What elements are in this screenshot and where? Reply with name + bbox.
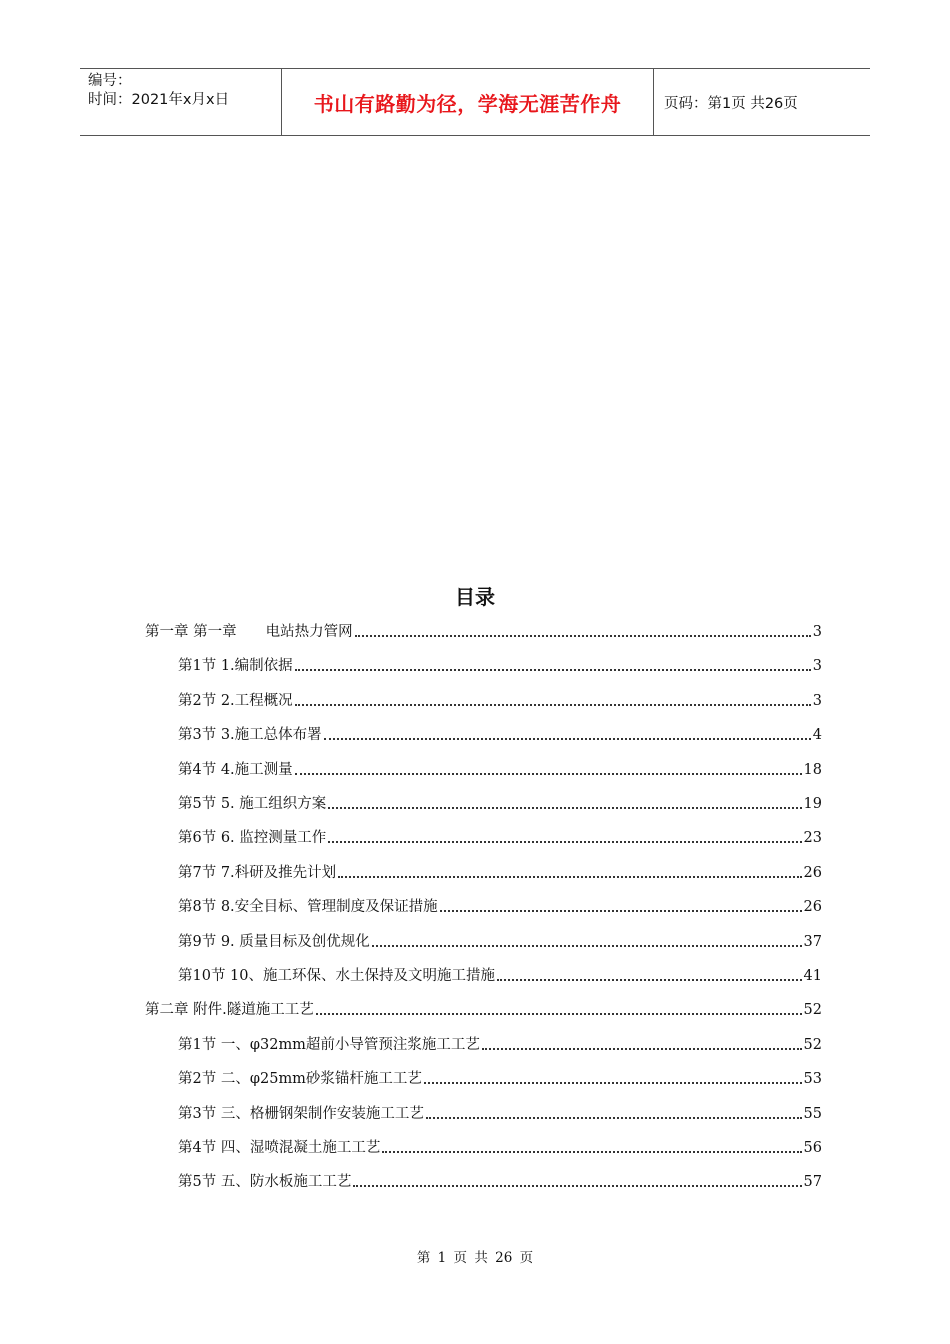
toc-dot-leader xyxy=(482,1048,802,1050)
toc-entry-label: 第7节 7.科研及推先计划 xyxy=(178,864,337,881)
header-meta-cell xyxy=(80,69,282,135)
toc-dot-leader xyxy=(338,876,801,878)
toc-entry-page: 53 xyxy=(803,1071,822,1088)
toc-section-entry[interactable] xyxy=(178,1067,822,1089)
toc-entry-label: 第5节 5. 施工组织方案 xyxy=(178,796,327,812)
toc-section-entry[interactable] xyxy=(178,758,822,780)
toc-chapter-entry[interactable] xyxy=(145,620,822,642)
toc-entry-page: 3 xyxy=(812,624,822,640)
time-label: 时间：2021年x月x日 xyxy=(88,92,230,108)
number-label: 编号： xyxy=(88,73,132,89)
toc-section-entry[interactable] xyxy=(178,1170,822,1192)
toc-entry-page: 19 xyxy=(803,796,822,812)
toc-entry-label: 第4节 四、湿喷混凝土施工工艺 xyxy=(178,1140,381,1156)
toc-section-entry[interactable] xyxy=(178,654,822,676)
toc-entry-page: 57 xyxy=(803,1174,822,1191)
toc-entry-label: 第3节 3.施工总体布署 xyxy=(178,727,322,744)
toc-dot-leader xyxy=(424,1082,802,1084)
toc-entry-page: 4 xyxy=(812,727,822,744)
toc-entry-page: 26 xyxy=(803,899,822,916)
toc-section-entry[interactable] xyxy=(178,964,822,986)
toc-entry-page: 56 xyxy=(803,1140,822,1156)
toc-dot-leader xyxy=(328,841,801,843)
toc-entry-label: 第6节 6. 监控测量工作 xyxy=(178,830,327,847)
toc-entry-label: 第一章 第一章 电站热力管网 xyxy=(145,624,353,640)
toc-section-entry[interactable] xyxy=(178,861,822,883)
toc-entry-label: 第4节 4.施工测量 xyxy=(178,761,293,778)
toc-dot-leader xyxy=(295,669,811,671)
toc-entry-label: 第8节 8.安全目标、管理制度及保证措施 xyxy=(178,899,438,916)
toc-dot-leader xyxy=(328,807,801,809)
toc-entry-label: 第2节 二、φ25mm砂浆锚杆施工工艺 xyxy=(178,1071,422,1088)
toc-dot-leader xyxy=(353,1185,801,1187)
page-footer: 第 1 页 共 26 页 xyxy=(416,1250,534,1266)
toc-section-entry[interactable] xyxy=(178,895,822,917)
toc-entry-label: 第2节 2.工程概况 xyxy=(178,692,293,709)
toc-dot-leader xyxy=(426,1117,802,1119)
toc-title: 目录 xyxy=(455,585,495,609)
toc-chapter-entry[interactable] xyxy=(145,998,822,1020)
toc-dot-leader xyxy=(324,738,811,740)
toc-entry-label: 第10节 10、施工环保、水土保持及文明施工措施 xyxy=(178,968,496,984)
toc-entry-page: 37 xyxy=(803,933,822,950)
toc-entry-page: 52 xyxy=(803,1036,822,1053)
toc-section-entry[interactable] xyxy=(178,1136,822,1158)
toc-dot-leader xyxy=(295,704,811,706)
toc-section-entry[interactable] xyxy=(178,826,822,848)
toc-entry-page: 18 xyxy=(803,761,822,778)
toc-entry-label: 第1节 1.编制依据 xyxy=(178,658,293,675)
toc-dot-leader xyxy=(440,910,802,912)
toc-entry-label: 第3节 三、格栅钢架制作安装施工工艺 xyxy=(178,1105,424,1122)
toc-section-entry[interactable] xyxy=(178,930,822,952)
toc-section-entry[interactable] xyxy=(178,1033,822,1055)
toc-section-entry[interactable] xyxy=(178,792,822,814)
toc-entry-page: 26 xyxy=(803,864,822,881)
document-header xyxy=(80,68,870,136)
toc-dot-leader xyxy=(497,979,802,981)
toc-section-entry[interactable] xyxy=(178,1102,822,1124)
toc-dot-leader xyxy=(355,635,811,637)
header-page-info: 页码：第1页 共26页 xyxy=(664,95,798,112)
toc-entry-page: 52 xyxy=(803,1002,822,1019)
toc-entry-page: 3 xyxy=(812,658,822,675)
toc-entry-page: 23 xyxy=(803,830,822,847)
header-motto: 书山有路勤为径，学海无涯苦作舟 xyxy=(282,69,654,135)
toc-section-entry[interactable] xyxy=(178,689,822,711)
toc-dot-leader xyxy=(382,1151,801,1153)
toc-dot-leader xyxy=(372,945,802,947)
toc-dot-leader xyxy=(295,773,802,775)
toc-dot-leader xyxy=(316,1013,802,1015)
toc-entry-label: 第1节 一、φ32mm超前小导管预注浆施工工艺 xyxy=(178,1036,480,1053)
toc-section-entry[interactable] xyxy=(178,723,822,745)
toc-entry-page: 3 xyxy=(812,692,822,709)
toc-entry-label: 第9节 9. 质量目标及创优规化 xyxy=(178,933,370,950)
toc-entry-page: 41 xyxy=(803,968,822,984)
toc-entry-page: 55 xyxy=(803,1105,822,1122)
toc-entry-label: 第二章 附件.隧道施工工艺 xyxy=(145,1002,314,1019)
toc-entry-label: 第5节 五、防水板施工工艺 xyxy=(178,1174,352,1191)
